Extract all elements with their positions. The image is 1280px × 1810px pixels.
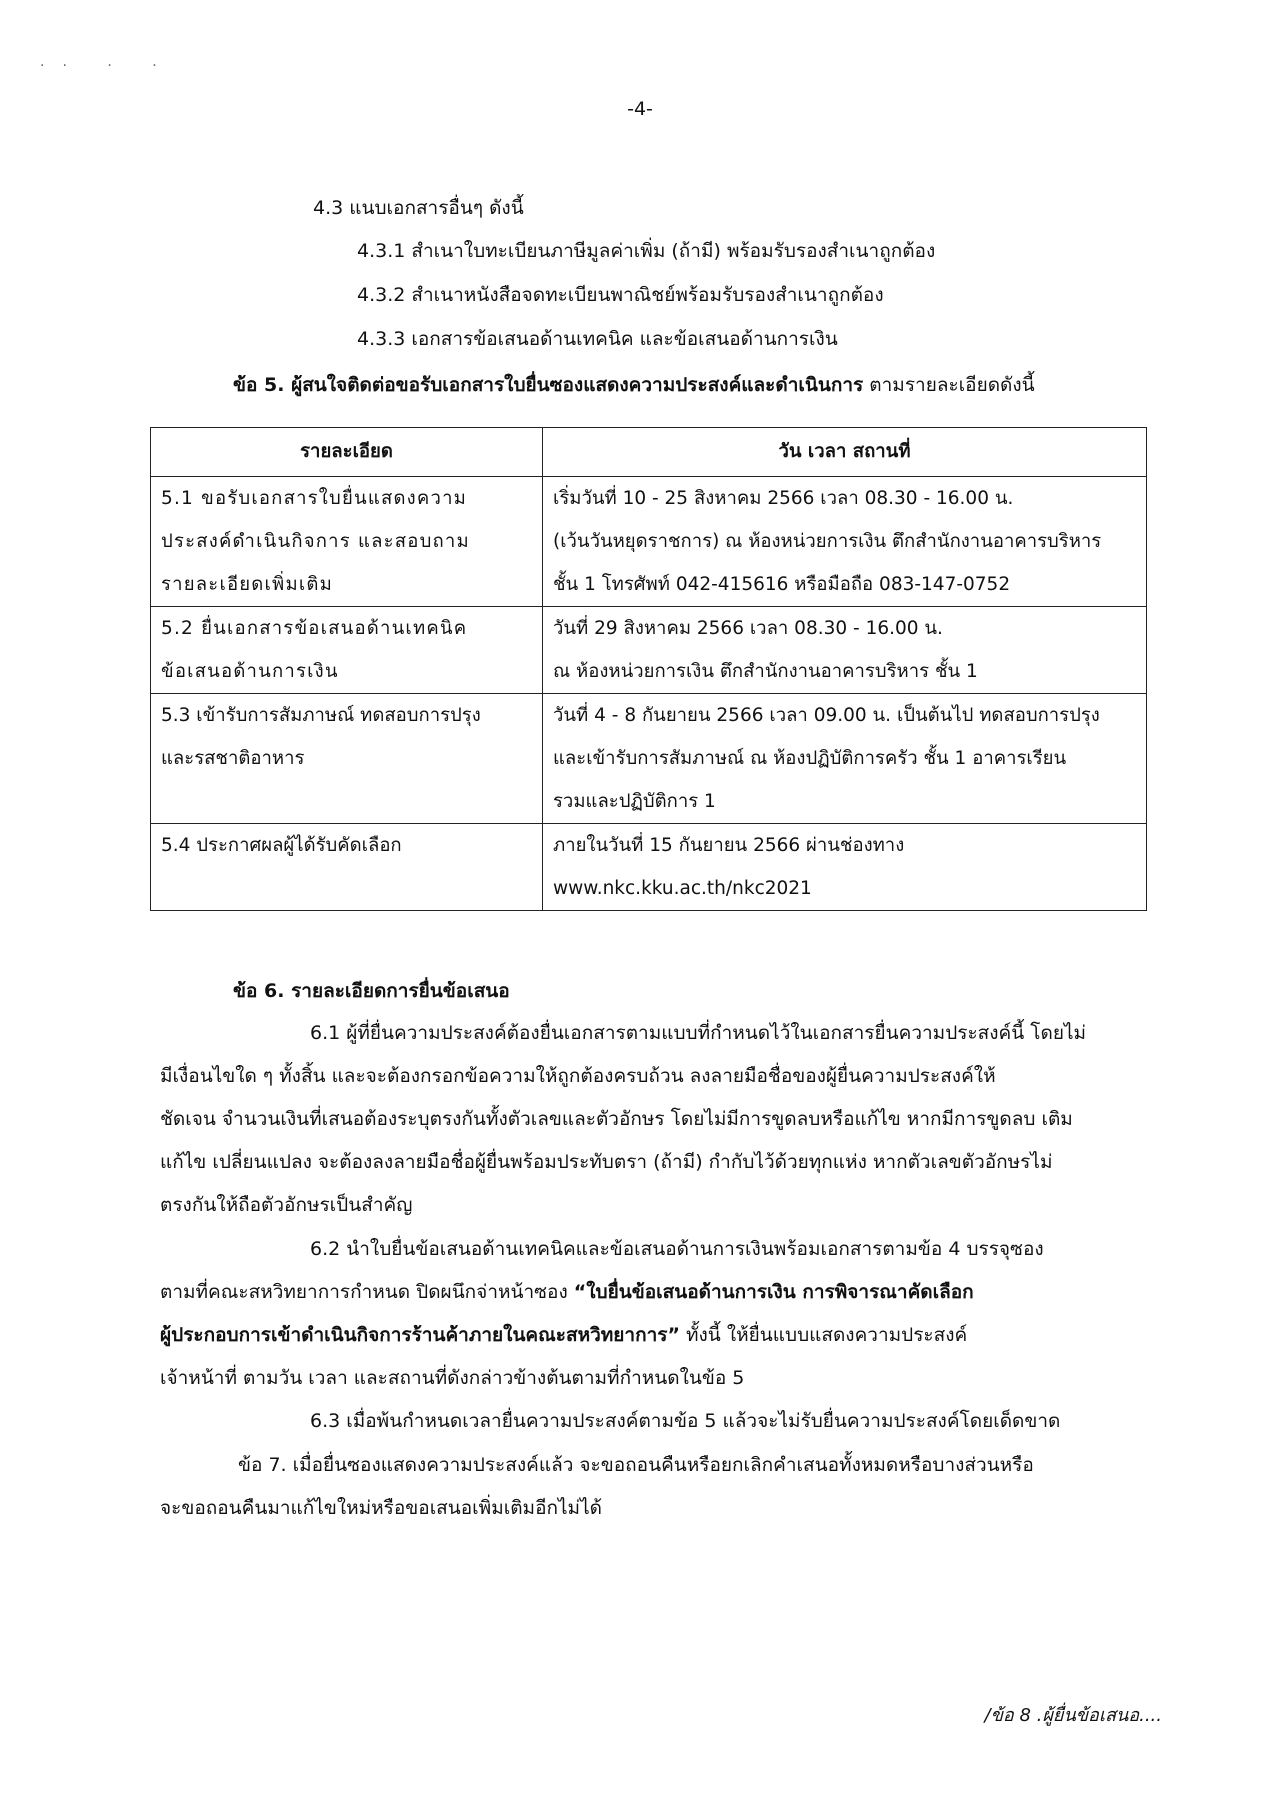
cell-line: และเข้ารับการสัมภาษณ์ ณ ห้องปฏิบัติการครัว ชั้น 1 อาคารเรียน bbox=[553, 748, 1067, 769]
section-4-3-heading: 4.3 แนบเอกสารอื่นๆ ดังนี้ bbox=[313, 197, 524, 219]
paragraph-text: ทั้งนี้ ให้ยื่นแบบแสดงความประสงค์ bbox=[679, 1324, 968, 1346]
paragraph-line: มีเงื่อนไขใด ๆ ทั้งสิ้น และจะต้องกรอกข้อความให้ถูกต้องครบถ้วน ลงลายมือชื่อของผู้ยื่นความประสงค์ให้ bbox=[160, 1065, 996, 1087]
cell-line: www.nkc.kku.ac.th/nkc2021 bbox=[553, 878, 812, 899]
table-cell-when bbox=[543, 477, 1147, 607]
paragraph-line: ชัดเจน จำนวนเงินที่เสนอต้องระบุตรงกันทั้งตัวเลขและตัวอักษร โดยไม่มีการขูดลบหรือแก้ไข หากมีการขูดลบ เติม bbox=[160, 1108, 1073, 1130]
paragraph-6-3 bbox=[160, 1400, 1160, 1443]
paragraph-line: ตรงกันให้ถือตัวอักษรเป็นสำคัญ bbox=[160, 1194, 413, 1216]
cell-line: ชั้น 1 โทรศัพท์ 042-415616 หรือมือถือ 083-147-0752 bbox=[553, 574, 1011, 595]
continuation-note: /ข้อ 8 .ผู้ยื่นข้อเสนอ.... bbox=[984, 1705, 1162, 1726]
paragraph-line: ข้อ 7. เมื่อยื่นซองแสดงความประสงค์แล้ว จะขอถอนคืนหรือยกเลิกคำเสนอทั้งหมดหรือบางส่วนหรือ bbox=[238, 1454, 1034, 1476]
clause-6-heading: ข้อ 6. รายละเอียดการยื่นข้อเสนอ bbox=[233, 980, 510, 1002]
cell-line: ข้อเสนอด้านการเงิน bbox=[161, 661, 339, 682]
page-number: -4- bbox=[627, 98, 653, 120]
cell-line: และรสชาติอาหาร bbox=[161, 748, 305, 769]
scan-specks: ·· · · bbox=[40, 58, 175, 74]
paragraph-line: เจ้าหน้าที่ ตามวัน เวลา และสถานที่ดังกล่าวข้างต้นตามที่กำหนดในข้อ 5 bbox=[160, 1367, 745, 1389]
cell-line: ประสงค์ดำเนินกิจการ และสอบถาม bbox=[161, 531, 470, 552]
table-cell-when bbox=[543, 824, 1147, 911]
cell-line: 5.1 ขอรับเอกสารใบยื่นแสดงความ bbox=[161, 488, 468, 509]
clause-5-heading bbox=[233, 372, 1035, 398]
cell-line: วันที่ 29 สิงหาคม 2566 เวลา 08.30 - 16.00 น. bbox=[553, 618, 943, 639]
section-4-3-item: 4.3.1 สำเนาใบทะเบียนภาษีมูลค่าเพิ่ม (ถ้ามี) พร้อมรับรองสำเนาถูกต้อง bbox=[357, 240, 936, 262]
cell-line: 5.4 ประกาศผลผู้ได้รับคัดเลือก bbox=[161, 835, 402, 856]
cell-line: 5.2 ยื่นเอกสารข้อเสนอด้านเทคนิค bbox=[161, 618, 468, 639]
table-cell-when bbox=[543, 607, 1147, 694]
paragraph-line: 6.2 นำใบยื่นข้อเสนอด้านเทคนิคและข้อเสนอด้านการเงินพร้อมเอกสารตามข้อ 4 บรรจุซอง bbox=[310, 1238, 1044, 1260]
envelope-label-text: ผู้ประกอบการเข้าดำเนินกิจการร้านค้าภายในคณะสหวิทยาการ” bbox=[160, 1324, 680, 1346]
paragraph-line bbox=[160, 1271, 1160, 1314]
paragraph-6-2 bbox=[160, 1228, 1160, 1400]
section-4-3-item: 4.3.2 สำเนาหนังสือจดทะเบียนพาณิชย์พร้อมรับรองสำเนาถูกต้อง bbox=[357, 284, 884, 306]
paragraph-line: แก้ไข เปลี่ยนแปลง จะต้องลงลายมือชื่อผู้ยื่นพร้อมประทับตรา (ถ้ามี) กำกับไว้ด้วยทุกแห่ง หากตัวเลขตัวอักษรไม่ bbox=[160, 1151, 1053, 1173]
table-row bbox=[151, 607, 1147, 694]
cell-line: (เว้นวันหยุดราชการ) ณ ห้องหน่วยการเงิน ตึกสำนักงานอาคารบริหาร bbox=[553, 531, 1102, 552]
clause-5-heading-bold: ข้อ 5. ผู้สนใจติดต่อขอรับเอกสารใบยื่นซองแสดงความประสงค์และดำเนินการ bbox=[233, 374, 864, 396]
envelope-label-text: “ใบยื่นข้อเสนอด้านการเงิน การพิจารณาคัดเลือก bbox=[573, 1281, 974, 1303]
table-row bbox=[151, 824, 1147, 911]
cell-line: 5.3 เข้ารับการสัมภาษณ์ ทดสอบการปรุง bbox=[161, 705, 481, 726]
table-header-row bbox=[151, 428, 1147, 477]
cell-line: รวมและปฏิบัติการ 1 bbox=[553, 791, 716, 812]
cell-line: ภายในวันที่ 15 กันยายน 2566 ผ่านช่องทาง bbox=[553, 835, 905, 856]
cell-line: ณ ห้องหน่วยการเงิน ตึกสำนักงานอาคารบริหาร ชั้น 1 bbox=[553, 661, 978, 682]
cell-line: วันที่ 4 - 8 กันยายน 2566 เวลา 09.00 น. เป็นต้นไป ทดสอบการปรุง bbox=[553, 705, 1100, 726]
paragraph-line bbox=[160, 1314, 1160, 1357]
paragraph-6-1 bbox=[160, 1012, 1160, 1227]
clause-5-heading-rest: ตามรายละเอียดดังนี้ bbox=[863, 374, 1035, 396]
table-cell-detail bbox=[151, 607, 543, 694]
table-row bbox=[151, 477, 1147, 607]
paragraph-text: ตามที่คณะสหวิทยาการกำหนด ปิดผนึกจ่าหน้าซอง bbox=[160, 1281, 574, 1303]
column-header-detail: รายละเอียด bbox=[151, 428, 543, 477]
cell-line: รายละเอียดเพิ่มเติม bbox=[161, 574, 333, 595]
paragraph-line: 6.1 ผู้ที่ยื่นความประสงค์ต้องยื่นเอกสารตามแบบที่กำหนดไว้ในเอกสารยื่นความประสงค์นี้ โดยไม่ bbox=[310, 1022, 1087, 1044]
section-4-3-item: 4.3.3 เอกสารข้อเสนอด้านเทคนิค และข้อเสนอด้านการเงิน bbox=[357, 328, 838, 350]
column-header-when: วัน เวลา สถานที่ bbox=[543, 428, 1147, 477]
clause-7 bbox=[160, 1444, 1160, 1530]
cell-line: เริ่มวันที่ 10 - 25 สิงหาคม 2566 เวลา 08.30 - 16.00 น. bbox=[553, 488, 1014, 509]
table-cell-detail bbox=[151, 824, 543, 911]
paragraph-line: จะขอถอนคืนมาแก้ไขใหม่หรือขอเสนอเพิ่มเติมอีกไม่ได้ bbox=[160, 1497, 602, 1519]
schedule-table bbox=[150, 427, 1147, 911]
table-row bbox=[151, 694, 1147, 824]
paragraph-line: 6.3 เมื่อพ้นกำหนดเวลายื่นความประสงค์ตามข้อ 5 แล้วจะไม่รับยื่นความประสงค์โดยเด็ดขาด bbox=[310, 1410, 1061, 1432]
table-cell-detail bbox=[151, 694, 543, 824]
table-cell-detail bbox=[151, 477, 543, 607]
table-cell-when bbox=[543, 694, 1147, 824]
